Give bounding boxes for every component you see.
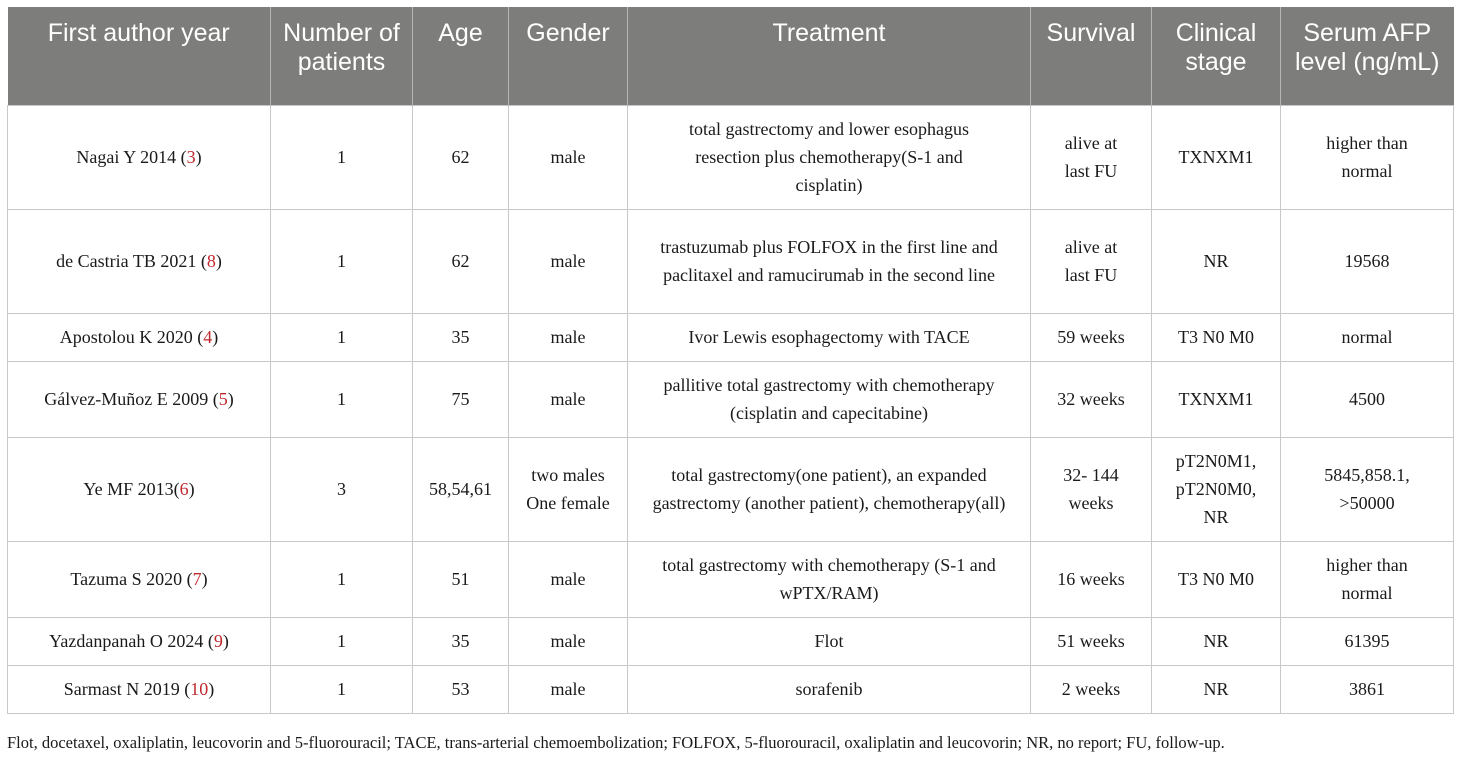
header-gender: Gender: [509, 7, 628, 105]
gender-cell: two males One female: [509, 437, 628, 541]
survival-cell: 51 weeks: [1031, 617, 1152, 665]
author-name: Ye MF 2013(: [83, 479, 180, 499]
stage-cell: pT2N0M1, pT2N0M0, NR: [1152, 437, 1281, 541]
author-suffix: ): [222, 631, 229, 651]
gender-cell: male: [509, 313, 628, 361]
author-suffix: ): [195, 147, 202, 167]
author-cell: [8, 541, 271, 617]
patients-cell: 1: [271, 313, 413, 361]
reference-link[interactable]: 3: [186, 147, 196, 167]
reference-link[interactable]: 10: [190, 679, 209, 699]
age-cell: 62: [413, 105, 509, 209]
gender-cell: male: [509, 665, 628, 713]
header-treatment: Treatment: [628, 7, 1031, 105]
patients-cell: 1: [271, 617, 413, 665]
stage-cell: NR: [1152, 665, 1281, 713]
survival-cell: 32- 144 weeks: [1031, 437, 1152, 541]
gender-cell: male: [509, 361, 628, 437]
afp-cell: 5845,858.1, >50000: [1281, 437, 1454, 541]
treatment-cell: total gastrectomy and lower esophagus resection plus chemotherapy(S-1 and cisplatin): [628, 105, 1031, 209]
case-report-table: [7, 7, 1454, 714]
table-row: [8, 541, 1454, 617]
table-row: [8, 437, 1454, 541]
gender-cell: male: [509, 209, 628, 313]
treatment-cell: sorafenib: [628, 665, 1031, 713]
patients-cell: 3: [271, 437, 413, 541]
stage-cell: TXNXM1: [1152, 361, 1281, 437]
reference-link[interactable]: 7: [192, 569, 202, 589]
patients-cell: 1: [271, 105, 413, 209]
author-name: Sarmast N 2019 (: [63, 679, 191, 699]
header-first-author-year: First author year: [8, 7, 271, 105]
afp-cell: 19568: [1281, 209, 1454, 313]
treatment-cell: Ivor Lewis esophagectomy with TACE: [628, 313, 1031, 361]
stage-cell: TXNXM1: [1152, 105, 1281, 209]
header-survival: Survival: [1031, 7, 1152, 105]
author-name: Apostolou K 2020 (: [59, 327, 204, 347]
author-name: Nagai Y 2014 (: [76, 147, 187, 167]
header-row: [8, 7, 1454, 105]
stage-cell: T3 N0 M0: [1152, 541, 1281, 617]
age-cell: 75: [413, 361, 509, 437]
author-name: Tazuma S 2020 (: [70, 569, 193, 589]
author-cell: [8, 105, 271, 209]
author-cell: [8, 313, 271, 361]
age-cell: 62: [413, 209, 509, 313]
author-suffix: ): [188, 479, 195, 499]
afp-cell: 3861: [1281, 665, 1454, 713]
age-cell: 58,54,61: [413, 437, 509, 541]
stage-cell: NR: [1152, 617, 1281, 665]
author-suffix: ): [212, 327, 219, 347]
reference-link[interactable]: 6: [179, 479, 189, 499]
author-name: Gálvez-Muñoz E 2009 (: [44, 389, 219, 409]
survival-cell: alive at last FU: [1031, 209, 1152, 313]
author-cell: [8, 665, 271, 713]
treatment-cell: Flot: [628, 617, 1031, 665]
author-suffix: ): [201, 569, 208, 589]
author-suffix: ): [227, 389, 234, 409]
treatment-cell: trastuzumab plus FOLFOX in the first line and paclitaxel and ramucirumab in the second line: [628, 209, 1031, 313]
stage-cell: NR: [1152, 209, 1281, 313]
treatment-cell: pallitive total gastrectomy with chemotherapy (cisplatin and capecitabine): [628, 361, 1031, 437]
afp-cell: 61395: [1281, 617, 1454, 665]
reference-link[interactable]: 4: [203, 327, 213, 347]
table-row: [8, 361, 1454, 437]
author-cell: [8, 617, 271, 665]
survival-cell: 59 weeks: [1031, 313, 1152, 361]
gender-cell: male: [509, 541, 628, 617]
header-serum-afp-level: Serum AFP level (ng/mL): [1281, 7, 1454, 105]
age-cell: 35: [413, 313, 509, 361]
survival-cell: 32 weeks: [1031, 361, 1152, 437]
author-name: Yazdanpanah O 2024 (: [49, 631, 214, 651]
afp-cell: higher than normal: [1281, 541, 1454, 617]
reference-link[interactable]: 9: [213, 631, 223, 651]
age-cell: 53: [413, 665, 509, 713]
header-age: Age: [413, 7, 509, 105]
table-row: [8, 105, 1454, 209]
treatment-cell: total gastrectomy with chemotherapy (S-1 and wPTX/RAM): [628, 541, 1031, 617]
table-row: [8, 665, 1454, 713]
stage-cell: T3 N0 M0: [1152, 313, 1281, 361]
age-cell: 51: [413, 541, 509, 617]
survival-cell: 16 weeks: [1031, 541, 1152, 617]
age-cell: 35: [413, 617, 509, 665]
afp-cell: 4500: [1281, 361, 1454, 437]
author-cell: [8, 209, 271, 313]
header-number-of-patients: Number of patients: [271, 7, 413, 105]
gender-cell: male: [509, 617, 628, 665]
table-row: [8, 617, 1454, 665]
patients-cell: 1: [271, 209, 413, 313]
table-footnote: Flot, docetaxel, oxaliplatin, leucovorin and 5-fluorouracil; TACE, trans-arterial chemoembolization; FOLFOX, 5-fluorouracil, oxaliplatin and leucovorin; NR, no report; FU, follow-up.: [7, 733, 1225, 752]
afp-cell: higher than normal: [1281, 105, 1454, 209]
patients-cell: 1: [271, 361, 413, 437]
afp-cell: normal: [1281, 313, 1454, 361]
author-cell: [8, 437, 271, 541]
table-row: [8, 209, 1454, 313]
treatment-cell: total gastrectomy(one patient), an expanded gastrectomy (another patient), chemotherapy(all): [628, 437, 1031, 541]
patients-cell: 1: [271, 541, 413, 617]
author-cell: [8, 361, 271, 437]
author-suffix: ): [208, 679, 215, 699]
patients-cell: 1: [271, 665, 413, 713]
header-clinical-stage: Clinical stage: [1152, 7, 1281, 105]
reference-link[interactable]: 8: [206, 251, 216, 271]
author-suffix: ): [215, 251, 222, 271]
gender-cell: male: [509, 105, 628, 209]
table-row: [8, 313, 1454, 361]
author-name: de Castria TB 2021 (: [56, 251, 207, 271]
reference-link[interactable]: 5: [218, 389, 228, 409]
survival-cell: 2 weeks: [1031, 665, 1152, 713]
survival-cell: alive at last FU: [1031, 105, 1152, 209]
